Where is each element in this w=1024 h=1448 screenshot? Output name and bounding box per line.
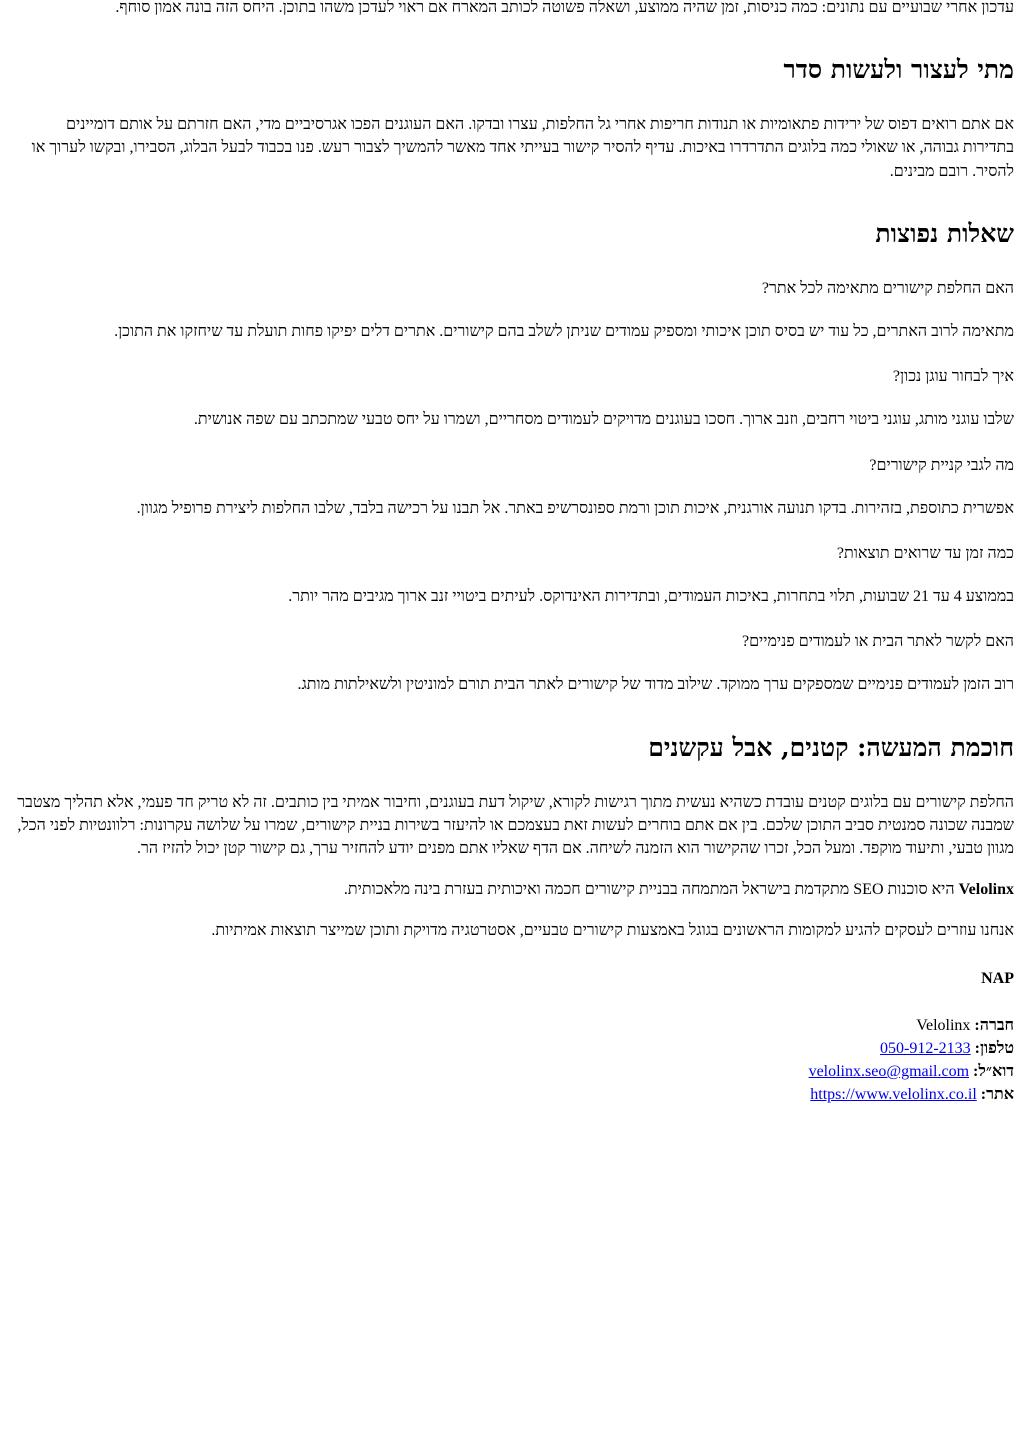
nap-title: NAP <box>981 969 1014 987</box>
about-line-1 <box>12 878 1014 901</box>
section-body-stop: אם אתם רואים דפוס של ירידות פתאומיות או תנודות חריפות אחרי גל החלפות, עצרו ובדקו. האם העוגנים הפכו אגרסיביים מדי, האם חזרתם על אותם דומיינים בתדירות גבוהה, או שאולי כמה בלוגים התדרדרו באיכות. עדיף להסיר קישור בעייתי אחד מאשר להמשיך לצבור רעש. פנו בכבוד לבעל הבלוג, הסבירו, ובקשו לערוך או להסיר. רובם מבינים. <box>31 116 1014 180</box>
faq-answer: רוב הזמן לעמודים פנימיים שמספקים ערך ממוקד. שילוב מדוד של קישורים לאתר הבית תורם למוניטין ולשאילתות מותג. <box>297 676 1014 694</box>
nap-email-label: דוא״ל: <box>973 1063 1014 1081</box>
email-link[interactable]: velolinx.seo@gmail.com <box>808 1063 970 1081</box>
section-heading-stop: מתי לעצור ולעשות סדר <box>783 55 1014 85</box>
brand-name: Velolinx <box>958 881 1014 899</box>
faq-answer: אפשרית כתוספת, בזהירות. בדקו תנועה אורגנית, איכות תוכן ורמת ספונסרשיפ באתר. אל תבנו על רכישה בלבד, שלבו החלפות ליצירת פרופיל מגוון. <box>136 499 1014 517</box>
about-line-1-rest: היא סוכנות SEO מתקדמת בישראל המתמחה בבניית קישורים חכמה ואיכותית בעזרת בינה מלאכותית. <box>343 881 959 899</box>
nap-row-site <box>12 1083 1014 1106</box>
section-body-wisdom: החלפת קישורים עם בלוגים קטנים עובדת כשהיא נעשית מתוך רגישות לקורא, שיקול דעת בעוגנים, וחיבור אמיתי בין כותבים. זה לא טריק חד פעמי, אלא תהליך מצטבר שמבנה שכונה סמנטית סביב התוכן שלכם. בין אם אתם בוחרים לעשות זאת בעצמכם או להיעזר בשירות בניית קישורים, שמרו על שלושה עקרונות: רלוונטיות לפני הכל, מגוון טבעי, ותיעוד מוקפד. ומעל הכל, זכרו שהקישור הוא הזמנה לשיחה. אם הדף שאליו אתם מפנים יודע להחזיר ערך, גם קישור קטן יכול להזיז הר. <box>17 793 1014 857</box>
intro-paragraph-tail: עדכון אחרי שבועיים עם נתונים: כמה כניסות, זמן שהיה ממוצע, ושאלה פשוטה לכותב המארח אם ראוי לעדכן משהו בתוכן. היחס הזה בונה אמון סוחף. <box>115 0 1014 16</box>
faq-answer: בממוצע 4 עד 21 שבועות, תלוי בתחרות, באיכות העמודים, ובתדירות האינדוקס. לעיתים ביטויי זנב ארוך מגיבים מהר יותר. <box>288 588 1014 606</box>
nap-list <box>12 1014 1014 1107</box>
nap-company-value: Velolinx <box>916 1016 971 1034</box>
about-line-2: אנחנו עוזרים לעסקים להגיע למקומות הראשונים בגוגל באמצעות קישורים טבעיים, אסטרטגיה מדויקת ותוכן שמייצר תוצאות אמיתיות. <box>211 922 1014 940</box>
faq-answer: שלבו עוגני מותג, עוגני ביטוי רחבים, וזנב ארוך. חסכו בעוגנים מדויקים לעמודים מסחריים, ושמרו על יחס טבעי שמתכתב עם שפה אנושית. <box>193 411 1014 429</box>
nap-company-label: חברה: <box>974 1016 1014 1034</box>
faq-answer: מתאימה לרוב האתרים, כל עוד יש בסיס תוכן איכותי ומספיק עמודים שניתן לשלב בהם קישורים. אתרים דלים יפיקו פחות תועלת עד שיחזקו את התוכן. <box>114 322 1014 340</box>
nap-row-phone <box>12 1037 1014 1060</box>
faq-question: מה לגבי קניית קישורים? <box>869 456 1014 474</box>
nap-row-email <box>12 1060 1014 1083</box>
section-heading-faq: שאלות נפוצות <box>875 218 1014 248</box>
faq-question: האם לקשר לאתר הבית או לעמודים פנימיים? <box>741 633 1014 651</box>
section-heading-wisdom: חוכמת המעשה: קטנים, אבל עקשנים <box>648 732 1014 762</box>
website-link[interactable]: https://www.velolinx.co.il <box>810 1086 977 1104</box>
nap-row-company <box>12 1014 1014 1037</box>
nap-site-label: אתר: <box>980 1086 1014 1104</box>
nap-phone-label: טלפון: <box>974 1039 1014 1057</box>
faq-question: האם החלפת קישורים מתאימה לכל אתר? <box>761 279 1014 297</box>
faq-question: איך לבחור עוגן נכון? <box>892 368 1014 386</box>
faq-question: כמה זמן עד שרואים תוצאות? <box>836 544 1014 562</box>
phone-link[interactable]: 050-912-2133 <box>879 1039 971 1057</box>
